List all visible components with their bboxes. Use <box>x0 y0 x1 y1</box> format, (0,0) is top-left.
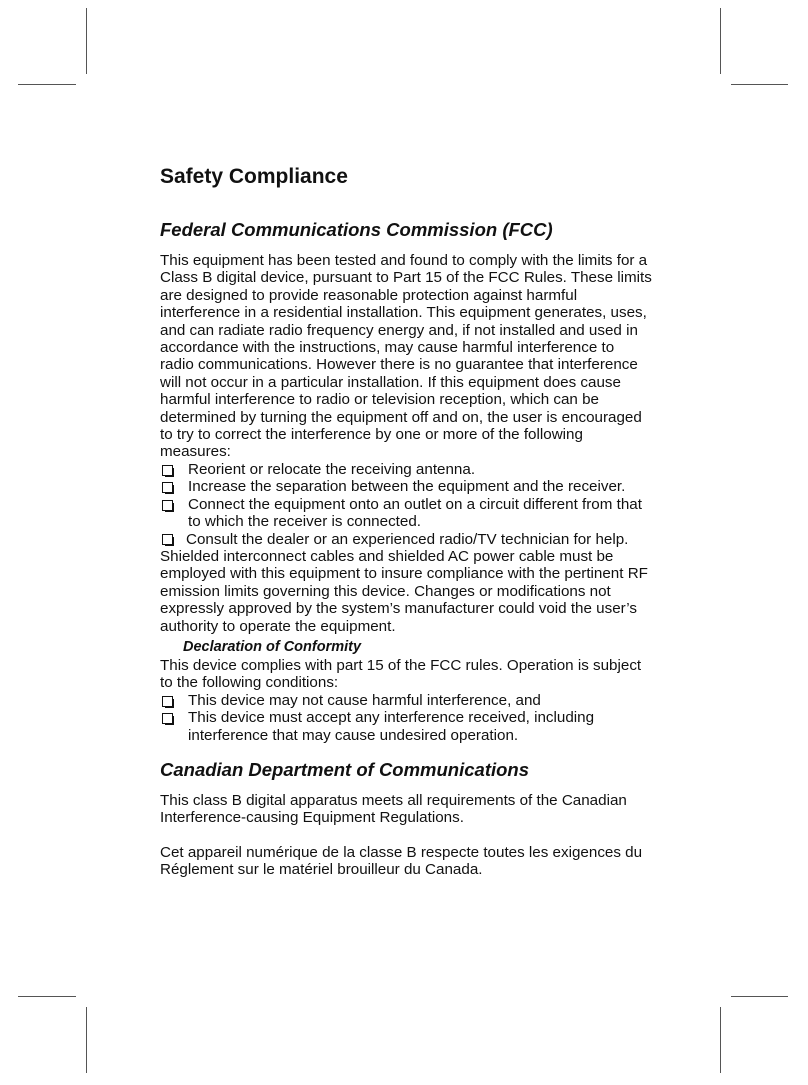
list-item: Connect the equipment onto an outlet on a circuit different from that to which the receiver is connected. <box>160 496 652 531</box>
fcc-consult-line: Consult the dealer or an experienced radio/TV technician for help. <box>160 531 652 548</box>
crop-mark-top-right-horizontal <box>731 84 788 85</box>
list-item: Increase the separation between the equipment and the receiver. <box>160 478 652 495</box>
declaration-intro: This device complies with part 15 of the FCC rules. Operation is subject to the following conditions: <box>160 656 642 692</box>
list-item: This device may not cause harmful interference, and <box>160 692 652 709</box>
declaration-heading: Declaration of Conformity <box>183 638 362 655</box>
crop-mark-bottom-left-horizontal <box>18 996 76 997</box>
checkbox-bullet-icon <box>162 534 173 545</box>
checkbox-bullet-icon <box>162 500 173 511</box>
declaration-conditions-list <box>160 692 652 744</box>
canada-french-paragraph: Cet appareil numérique de la classe B respecte toutes les exigences du Réglement sur le matériel brouilleur du Canada. <box>160 843 643 879</box>
checkbox-bullet-icon <box>162 696 173 707</box>
checkbox-bullet-icon <box>162 713 173 724</box>
fcc-measures-list <box>160 461 652 531</box>
crop-mark-bottom-right-vertical <box>720 1007 721 1073</box>
document-body <box>160 164 652 879</box>
list-item: Reorient or relocate the receiving antenna. <box>160 461 652 478</box>
list-item: This device must accept any interference received, including interference that may cause undesired operation. <box>160 709 652 744</box>
fcc-heading: Federal Communications Commission (FCC) <box>160 219 553 240</box>
crop-mark-bottom-left-vertical <box>86 1007 87 1073</box>
crop-mark-top-left-horizontal <box>18 84 76 85</box>
crop-mark-bottom-right-horizontal <box>731 996 788 997</box>
fcc-paragraph-1: This equipment has been tested and found to comply with the limits for a Class B digital device, pursuant to Part 15 of the FCC Rules. These limits are designed to provide reasonable protection against harmful interference in a residential installation. This equipment generates, uses, and can radiate radio frequency energy and, if not installed and used in accordance with the instructions, may cause harmful interference to radio communications. However there is no guarantee that interference will not occur in a particular installation. If this equipment does cause harmful interference to radio or television reception, which can be determined by turning the equipment off and on, the user is encouraged to try to correct the interference by one or more of the following measures: <box>160 252 652 461</box>
page-title: Safety Compliance <box>160 165 348 188</box>
fcc-paragraph-2: Shielded interconnect cables and shielded AC power cable must be employed with this equipment to insure compliance with the pertinent RF emission limits governing this device. Changes or modifications not expressly approved by the system’s manufacturer could void the user’s authority to operate the equipment. <box>160 547 648 635</box>
crop-mark-top-right-vertical <box>720 8 721 74</box>
checkbox-bullet-icon <box>162 465 173 476</box>
checkbox-bullet-icon <box>162 482 173 493</box>
canada-heading: Canadian Department of Communications <box>160 758 530 780</box>
canada-english-paragraph: This class B digital apparatus meets all requirements of the Canadian Interference-causing Equipment Regulations. <box>160 791 627 827</box>
crop-mark-top-left-vertical <box>86 8 87 74</box>
